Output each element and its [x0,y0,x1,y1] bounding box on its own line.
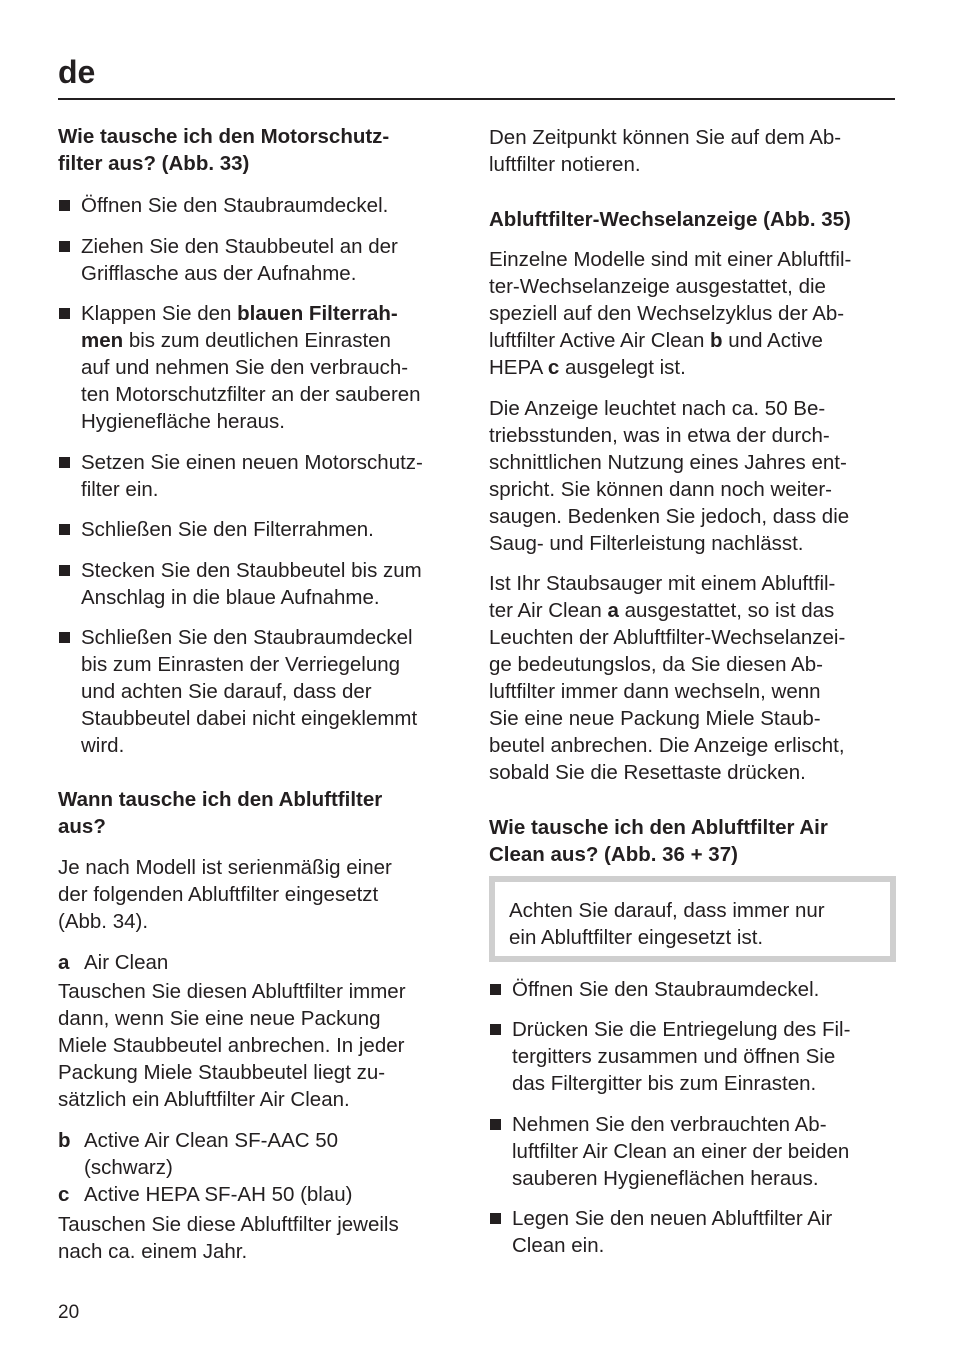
list-item: Öffnen Sie den Staubraumdeckel. [58,192,489,219]
filter-option-a: a Air Clean [58,951,169,974]
list-item: Schließen Sie den Staubraumdeckel bis zum Einrasten der Verriegelung und achten Sie darauf, dass der Staubbeutel dabei nicht eingeklemmt wird. [58,624,489,759]
anzeige-heading: Abluftfilter-Wechselanzeige (Abb. 35) [489,208,851,231]
emphasis: blauen Filterrah- [237,302,398,325]
bullet-square-icon [59,241,70,252]
anzeige-paragraph-3: Ist Ihr Staubsauger mit einem Abluftfil- ter Air Clean a ausgestattet, so ist das Leuchten der Abluftfilter-Wechselanzei- ge bedeutungslos, da Sie diesen Ab- luftfilter immer dann wechseln, wenn Sie eine neue Packung Miele Staub- beutel anbrechen. Die Anzeige erlischt, sobald Sie die Resettaste drücken. [489,572,846,784]
airclean-heading: Wie tausche ich den Abluftfilter Air Clean aus? (Abb. 36 + 37) [489,816,828,866]
bullet-square-icon [59,565,70,576]
reference-letter: b [710,329,723,352]
filter-option-b: b Active Air Clean SF-AAC 50 (schwarz) [58,1129,339,1179]
list-item: Drücken Sie die Entriegelung des Fil- tergitters zusammen und öffnen Sie das Filtergitter bis zum Einrasten. [489,1016,918,1097]
list-item: Klappen Sie den blauen Filterrah- men bis zum deutlichen Einrasten auf und nehmen Sie den verbrauch- ten Motorschutzfilter an der sauberen Hygienefläche heraus. [58,300,489,435]
bullet-square-icon [59,200,70,211]
anzeige-paragraph-2: Die Anzeige leuchtet nach ca. 50 Be- triebsstunden, was in etwa der durch- schnittlichen Nutzung eines Jahres ent- spricht. Sie können dann noch weiter- saugen. Bedenken Sie jedoch, dass die Saug- und Filterleistung nachlässt. [489,397,850,555]
emphasis: men [81,329,124,352]
bullet-square-icon [490,1119,501,1130]
header-rule [58,98,895,100]
list-item: Nehmen Sie den verbrauchten Ab- luftfilter Air Clean an einer der beiden sauberen Hygieneflächen heraus. [489,1111,918,1192]
option-label: a [58,951,70,974]
warning-box [489,876,896,962]
filter-option-a-desc: Tauschen Sie diesen Abluftfilter immer dann, wenn Sie eine neue Packung Miele Staubbeutel anbrechen. In jeder Packung Miele Staubbeutel liegt zu- sätzlich ein Abluftfilter Air Clean. [58,980,406,1111]
anzeige-paragraph-1: Einzelne Modelle sind mit einer Abluftfil- ter-Wechselanzeige ausgestattet, die speziell auf den Wechselzyklus der Ab- luftfilter Active Air Clean b und Active HEPA c ausgelegt ist. [489,248,852,379]
bullet-square-icon [490,984,501,995]
option-label: c [58,1183,70,1206]
list-item: Öffnen Sie den Staubraumdeckel. [489,976,918,1003]
reference-letter: a [607,599,619,622]
motorschutz-heading: Wie tausche ich den Motorschutz- filter aus? (Abb. 33) [58,125,390,175]
bullet-square-icon [59,632,70,643]
reference-letter: c [547,356,560,379]
list-item: Ziehen Sie den Staubbeutel an der Grifflasche aus der Aufnahme. [58,233,489,287]
abluft-wann-intro: Je nach Modell ist serienmäßig einer der folgenden Abluftfilter eingesetzt (Abb. 34). [58,856,392,933]
page-number: 20 [58,1302,80,1323]
list-item: Stecken Sie den Staubbeutel bis zum Anschlag in die blaue Aufnahme. [58,557,489,611]
bullet-square-icon [490,1213,501,1224]
filter-option-bc-desc: Tauschen Sie diese Abluftfilter jeweils nach ca. einem Jahr. [58,1213,399,1263]
bullet-square-icon [59,524,70,535]
bullet-square-icon [490,1024,501,1035]
language-code: de [58,54,96,90]
filter-option-c: c Active HEPA SF-AH 50 (blau) [58,1183,353,1206]
bullet-square-icon [59,308,70,319]
list-item: Setzen Sie einen neuen Motorschutz- filter ein. [58,449,489,503]
option-label: b [58,1129,71,1152]
list-item: Schließen Sie den Filterrahmen. [58,516,489,543]
note-paragraph: Den Zeitpunkt können Sie auf dem Ab- luftfilter notieren. [489,126,842,176]
abluft-wann-heading: Wann tausche ich den Abluftfilter aus? [58,788,383,838]
warning-text: Achten Sie darauf, dass immer nur ein Abluftfilter eingesetzt ist. [509,899,825,949]
bullet-square-icon [59,457,70,468]
list-item: Legen Sie den neuen Abluftfilter Air Clean ein. [489,1205,918,1259]
